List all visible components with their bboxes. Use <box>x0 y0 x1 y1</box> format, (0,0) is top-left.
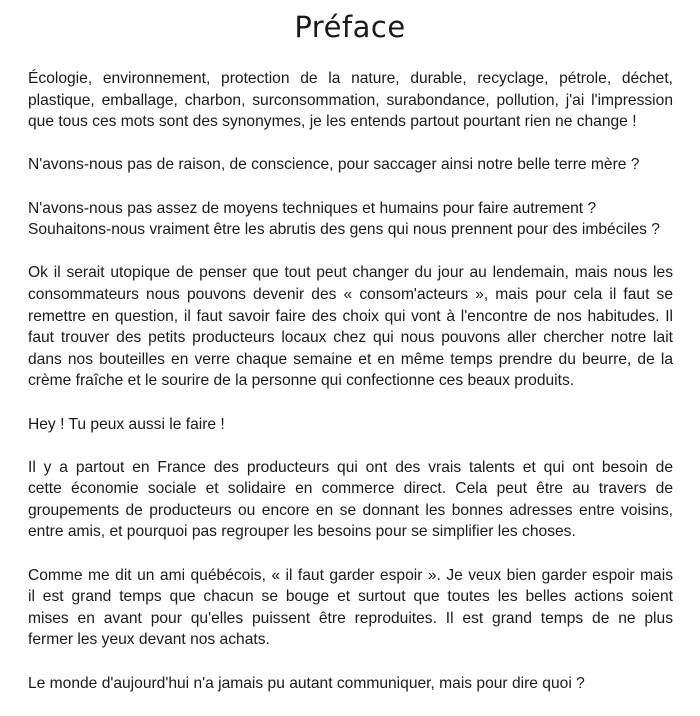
page-title: Préface <box>294 10 406 44</box>
paragraph-1 <box>28 68 673 133</box>
paragraph-7 <box>28 565 673 651</box>
paragraph-6 <box>28 457 673 543</box>
text-line: Écologie, environnement, protection de la nature, durable, recyclage, pétrole, déchet, <box>28 70 673 87</box>
text-line: Ok il serait utopique de penser que tout peut changer du jour au lendemain, mais nous les <box>28 264 673 282</box>
paragraph-3 <box>28 198 673 241</box>
paragraph-5 <box>28 414 673 436</box>
paragraph-2 <box>28 154 673 176</box>
text-line: consommateurs nous pouvons devenir des « consom'acteurs », mais pour cela il faut se <box>28 285 673 303</box>
text-line: fermer les yeux devant nos achats. <box>28 631 270 649</box>
text-line: crème fraîche et le sourire de la personne qui confectionne ces beaux produits. <box>28 372 575 390</box>
text-line: il est grand temps que chacun se bouge et surtout que toutes les belles actions soient <box>28 588 673 606</box>
text-line: groupements de producteurs ou encore en se donnant les bonnes adresses entre voisins, <box>28 501 673 519</box>
text-line: Souhaitons-nous vraiment être les abrutis des gens qui nous prennent pour des imbéciles ? <box>28 221 660 239</box>
text-line: Le monde d'aujourd'hui n'a jamais pu autant communiquer, mais pour dire quoi ? <box>28 674 585 692</box>
text-line: N'avons-nous pas assez de moyens techniques et humains pour faire autrement ? <box>28 199 597 217</box>
paragraph-8 <box>28 673 673 695</box>
text-line: que tous ces mots sont des synonymes, je les entends partout pourtant rien ne change ! <box>28 113 637 131</box>
preface-body <box>28 68 673 716</box>
text-line: Comme me dit un ami québécois, « il faut garder espoir ». Je veux bien garder espoir mais <box>28 566 673 584</box>
paragraph-4 <box>28 262 673 392</box>
text-line: remettre en question, il faut savoir faire des choix qui vont à l'encontre de nos habitudes. Il <box>28 307 673 325</box>
text-line: N'avons-nous pas de raison, de conscience, pour saccager ainsi notre belle terre mère ? <box>28 156 640 174</box>
text-line: cette économie sociale et solidaire en commerce direct. Cela peut être au travers de <box>28 480 673 498</box>
text-line: dans nos bouteilles en verre chaque semaine et en même temps prendre du beurre, de la <box>28 350 673 368</box>
text-line: Hey ! Tu peux aussi le faire ! <box>28 415 225 433</box>
text-line: faut trouver des petits producteurs locaux chez qui nous pouvons aller chercher notre lait <box>28 329 673 347</box>
text-line: plastique, emballage, charbon, surconsommation, surabondance, pollution, j'ai l'impression <box>28 91 673 109</box>
text-line: mises en avant pour qu'elles puissent être reproduites. Il est grand temps de ne plus <box>28 609 673 627</box>
text-line: Il y a partout en France des producteurs qui ont des vrais talents et qui ont besoin de <box>28 458 673 476</box>
text-line: entre amis, et pourquoi pas regrouper les besoins pour se simplifier les choses. <box>28 523 576 541</box>
